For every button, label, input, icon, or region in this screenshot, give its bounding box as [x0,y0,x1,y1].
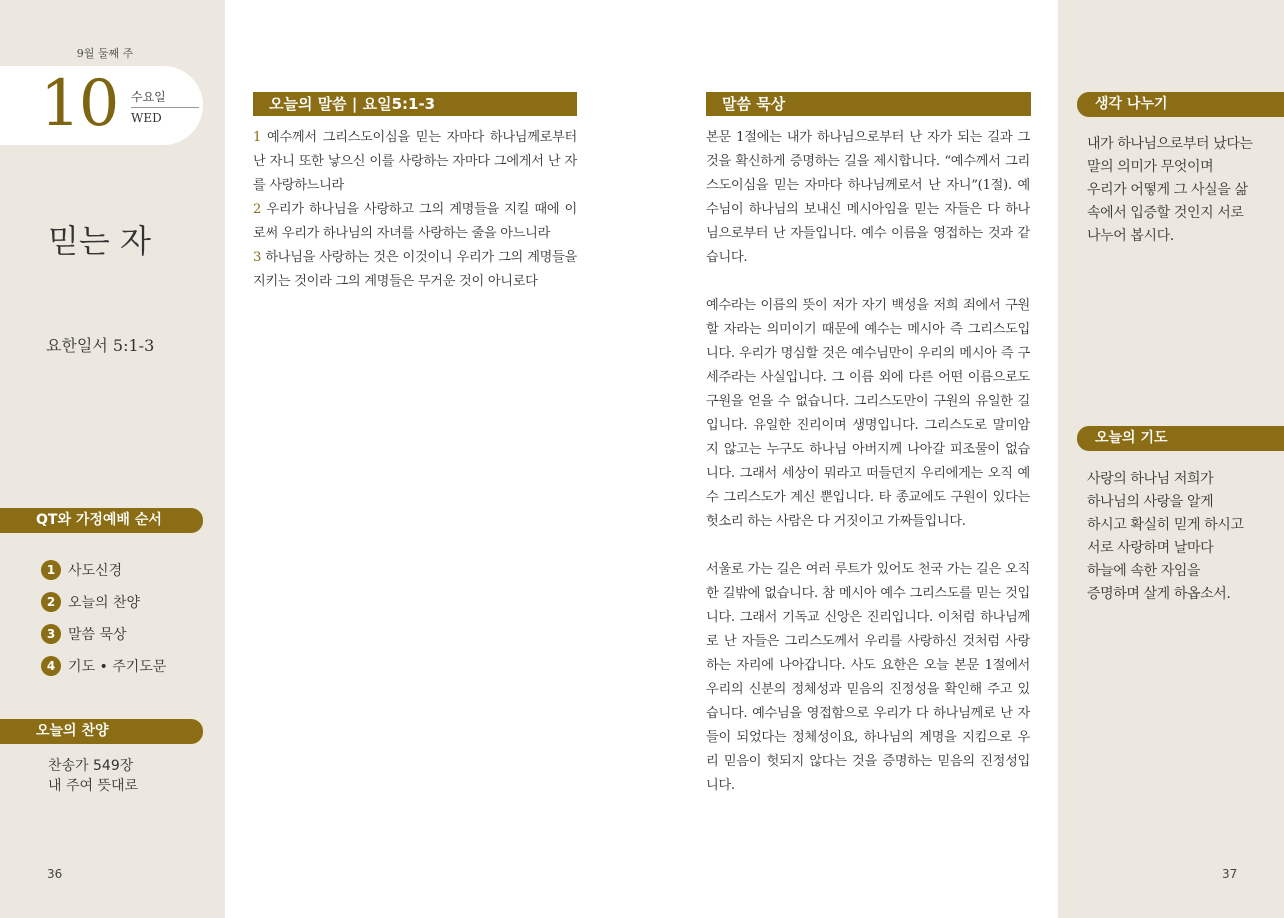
number-badge-3: 3 [41,624,61,644]
order-header: QT와 가정예배 순서 [0,508,203,533]
page-title: 믿는 자 [48,222,151,260]
number-badge-2: 2 [41,592,61,612]
share-line: 말의 의미가 무엇이며 [1087,159,1214,175]
order-item-label: 말씀 묵상 [68,627,127,643]
week-label: 9월 둘째 주 [76,47,134,60]
scripture-verses [253,126,577,294]
prayer-line: 하시고 확실히 믿게 하시고 [1087,517,1244,533]
prayer-line: 사랑의 하나님 저희가 [1087,471,1214,487]
order-item [41,586,166,618]
order-item-label: 사도신경 [68,563,123,579]
prayer-line: 하늘에 속한 자임을 [1087,563,1201,579]
share-header: 생각 나누기 [1077,92,1284,117]
meditation-header: 말씀 묵상 [706,92,1031,116]
page-number-left: 36 [47,867,63,881]
hymn-header: 오늘의 찬양 [0,719,203,744]
order-list [41,554,166,682]
hymn-title: 내 주여 뜻대로 [48,778,139,794]
share-line: 우리가 어떻게 그 사실을 삶 [1087,182,1248,198]
prayer-line: 서로 사랑하며 날마다 [1087,540,1214,556]
verse-text: 우리가 하나님을 사랑하고 그의 계명들을 지킬 때에 이로써 우리가 하나님의 자녀를 사랑하는 줄을 아느니라 [253,202,577,241]
order-item-label: 오늘의 찬양 [68,595,141,611]
weekday-korean: 수요일 [131,90,166,104]
hymn-info [48,756,138,796]
page-number-right: 37 [1222,867,1238,881]
meditation-paragraph: 본문 1절에는 내가 하나님으로부터 난 자가 되는 길과 그것을 확신하게 증명하는 길을 제시합니다. “예수께서 그리스도이심을 믿는 자마다 하나님께로서 난 자니”(1절). 예수님이 하나님의 보내신 메시아임을 믿는 자들은 다 하나님으로부터 난 자들입니다. 예수 이름을 영접하는 것과 같습니다. [706,130,1030,265]
share-line: 나누어 봅시다. [1087,228,1174,244]
weekday-divider [131,107,199,108]
scripture-reference: 요한일서 5:1-3 [46,336,155,355]
verse-number: 2 [253,202,262,217]
verse-number: 3 [253,250,262,265]
weekday-english: WED [131,111,162,125]
verse-text: 하나님을 사랑하는 것은 이것이니 우리가 그의 계명들을 지키는 것이라 그의 계명들은 무거운 것이 아니로다 [253,250,577,289]
prayer-header: 오늘의 기도 [1077,426,1284,451]
order-item [41,554,166,586]
prayer-text [1087,468,1262,606]
meditation-body [706,126,1030,822]
prayer-line: 증명하며 살게 하옵소서. [1087,586,1231,602]
verse-text: 예수께서 그리스도이심을 믿는 자마다 하나님께로부터 난 자니 또한 낳으신 이를 사랑하는 자마다 그에게서 난 자를 사랑하느니라 [253,130,577,193]
meditation-paragraph: 예수라는 이름의 뜻이 저가 자기 백성을 저희 죄에서 구원할 자라는 의미이기 때문에 예수는 메시아 즉 그리스도입니다. 우리가 명심할 것은 예수님만이 우리의 메시아 즉 구세주라는 사실입니다. 그 이름 외에 다른 어떤 이름으로도 구원을 얻을 수 없습니다. 그리스도만이 구원의 유일한 길입니다. 유일한 진리이며 생명입니다. 그리스도로 말미암지 않고는 누구도 하나님 아버지께 나아갈 피조물이 없습니다. 그래서 세상이 뭐라고 떠들던지 우리에게는 오직 예수 그리스도가 계신 뿐입니다. 타 종교에도 구원이 있다는 헛소리 하는 사람은 다 거짓이고 가짜들입니다. [706,298,1030,529]
day-number: 10 [40,67,118,141]
meditation-paragraph: 서울로 가는 길은 여러 루트가 있어도 천국 가는 길은 오직 한 길밖에 없습니다. 참 메시아 예수 그리스도를 믿는 것입니다. 그래서 기독교 신앙은 진리입니다. 이처럼 하나님께로 난 자들은 그리스도께서 우리를 사랑하신 것처럼 사랑하는 자리에 나아갑니다. 사도 요한은 오늘 본문 1절에서 우리의 신분의 정체성과 믿음의 진정성을 확인해 주고 있습니다. 예수님을 영접함으로 우리가 다 하나님께로 난 자들이 되었다는 정체성이요, 하나님의 계명을 지킴으로 우리 믿음이 헛되지 않다는 것을 증명하는 믿음의 진정성입니다. [706,562,1030,793]
order-item-label: 기도 • 주기도문 [68,659,167,675]
hymn-number: 찬송가 549장 [48,758,134,774]
prayer-line: 하나님의 사랑을 알게 [1087,494,1214,510]
verse-number: 1 [253,130,262,145]
scripture-header: 오늘의 말씀 | 요일5:1-3 [253,92,577,116]
order-item [41,618,166,650]
number-badge-4: 4 [41,656,61,676]
number-badge-1: 1 [41,560,61,580]
order-item [41,650,166,682]
share-line: 속에서 입증할 것인지 서로 [1087,205,1244,221]
date-box [0,66,203,145]
share-text [1087,133,1262,248]
share-line: 내가 하나님으로부터 났다는 [1087,136,1253,152]
